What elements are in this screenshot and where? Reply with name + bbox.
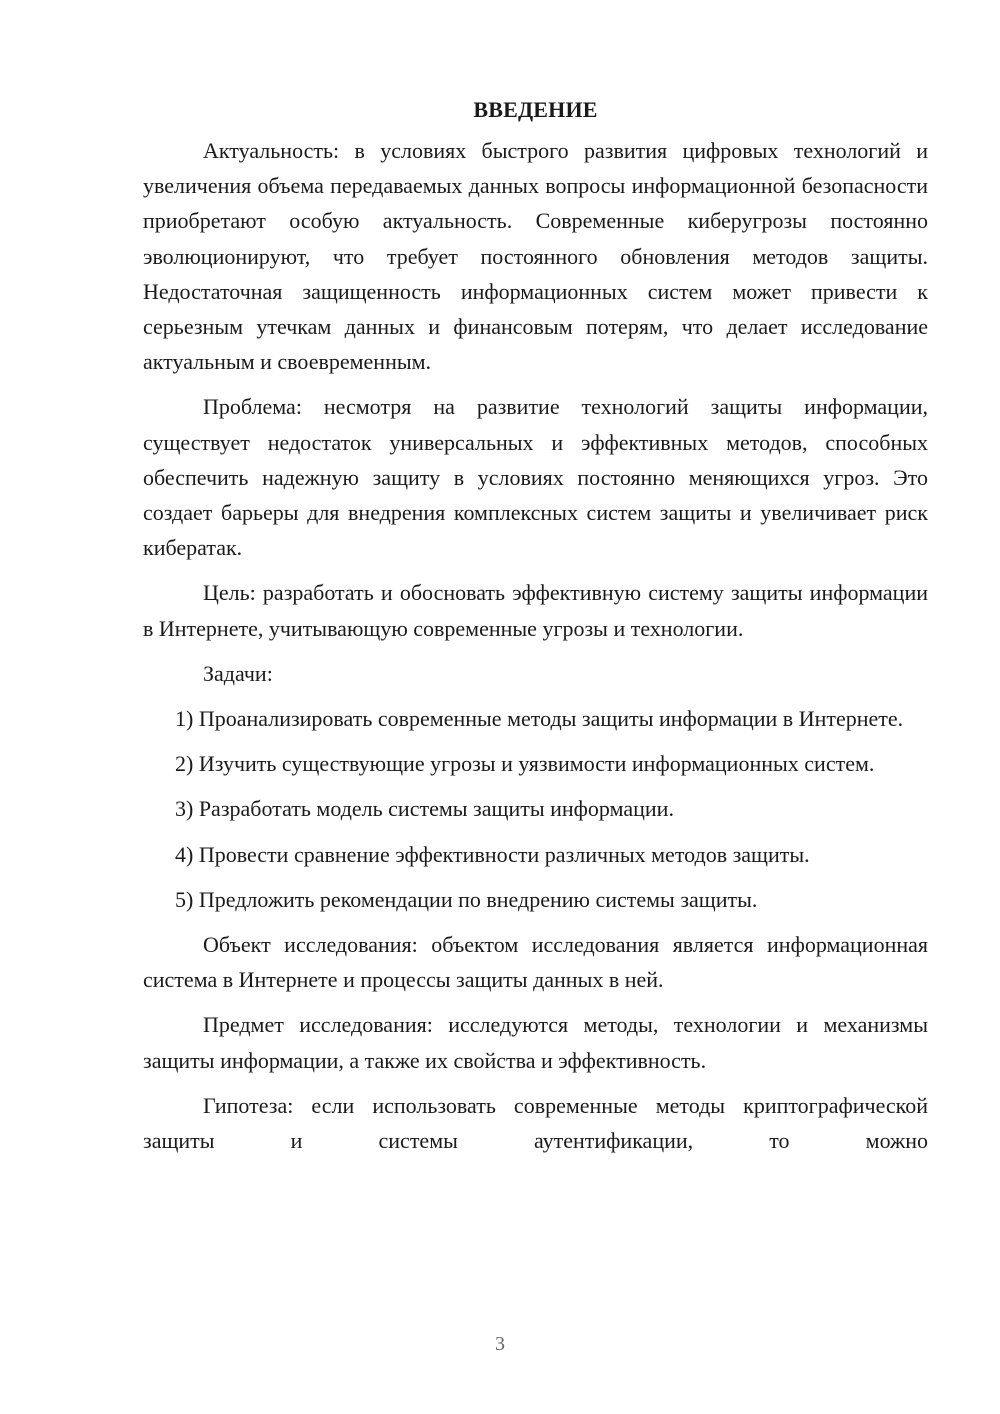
paragraph-relevance: Актуальность: в условиях быстрого развития цифровых технологий и увеличения объема передаваемых данных вопросы информационной безопасности приобретают особую актуальность. Современные киберугрозы постоянно эволюционируют, что требует постоянного обновления методов защиты. Недостаточная защищенность информационных систем может привести к серьезным утечкам данных и финансовым потерям, что делает исследование актуальным и своевременным.: [143, 138, 928, 375]
task-item-1: 1) Проанализировать современные методы защиты информации в Интернете.: [175, 706, 904, 732]
paragraph-object: Объект исследования: объектом исследования является информационная система в Интернете и процессы защиты данных в ней.: [143, 932, 928, 993]
document-body: [143, 92, 928, 1158]
task-item-5: 5) Предложить рекомендации по внедрению системы защиты.: [175, 886, 758, 912]
paragraph-subject: Предмет исследования: исследуются методы, технологии и механизмы защиты информации, а также их свойства и эффективность.: [143, 1012, 928, 1073]
section-title: ВВЕДЕНИЕ: [473, 97, 598, 122]
task-item-3: 3) Разработать модель системы защиты информации.: [175, 796, 674, 822]
page-number: 3: [495, 1333, 505, 1355]
tasks-label: Задачи:: [203, 660, 273, 686]
task-item-4: 4) Провести сравнение эффективности различных методов защиты.: [175, 841, 810, 867]
paragraph-hypothesis: Гипотеза: если использовать современные методы криптографической защиты и системы аутентификации, то можно: [143, 1092, 928, 1154]
paragraph-goal: Цель: разработать и обосновать эффективную систему защиты информации в Интернете, учитывающую современные угрозы и технологии.: [143, 580, 928, 641]
paragraph-problem: Проблема: несмотря на развитие технологий защиты информации, существует недостаток универсальных и эффективных методов, способных обеспечить надежную защиту в условиях постоянно меняющихся угроз. Это создает барьеры для внедрения комплексных систем защиты и увеличивает риск кибератак.: [143, 394, 928, 561]
task-item-2: 2) Изучить существующие угрозы и уязвимости информационных систем.: [175, 751, 875, 777]
